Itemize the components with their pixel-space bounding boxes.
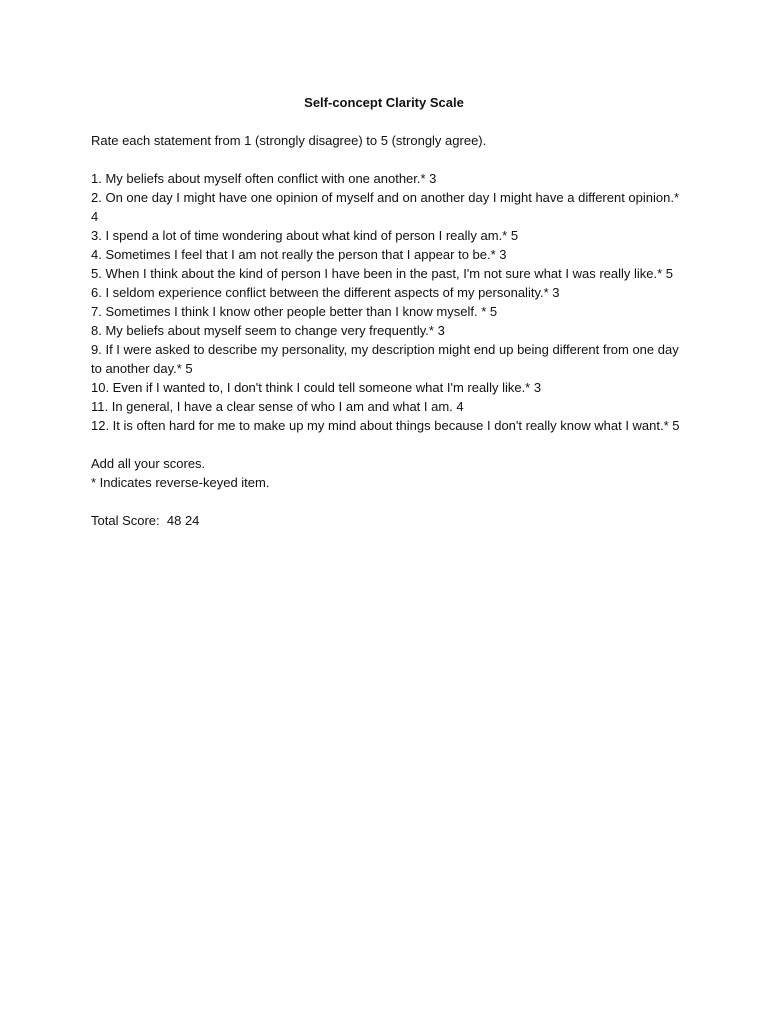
list-item: 2. On one day I might have one opinion of myself and on another day I might have a different opinion.* 4 — [91, 190, 680, 224]
list-item: 8. My beliefs about myself seem to change very frequently.* 3 — [91, 323, 445, 338]
list-item: 3. I spend a lot of time wondering about what kind of person I really am.* 5 — [91, 228, 519, 243]
list-item: 5. When I think about the kind of person I have been in the past, I'm not sure what I was really like.* 5 — [91, 266, 674, 281]
list-item: 10. Even if I wanted to, I don't think I could tell someone what I'm really like.* 3 — [91, 380, 542, 395]
list-item: 11. In general, I have a clear sense of who I am and what I am. 4 — [91, 399, 464, 414]
instructions-text: Rate each statement from 1 (strongly disagree) to 5 (strongly agree). — [91, 133, 487, 148]
spacer — [91, 492, 681, 511]
spacer — [91, 435, 681, 454]
item-list — [91, 169, 681, 435]
list-item: 12. It is often hard for me to make up my mind about things because I don't really know what I want.* 5 — [91, 418, 680, 433]
total-score: Total Score: 48 24 — [91, 513, 200, 528]
add-scores-text: Add all your scores. — [91, 456, 206, 471]
reverse-keyed-note: * Indicates reverse-keyed item. — [91, 475, 270, 490]
document-body — [91, 93, 681, 530]
spacer — [91, 150, 681, 169]
document-title: Self-concept Clarity Scale — [304, 95, 464, 110]
list-item: 7. Sometimes I think I know other people better than I know myself. * 5 — [91, 304, 498, 319]
list-item: 6. I seldom experience conflict between the different aspects of my personality.* 3 — [91, 285, 560, 300]
list-item: 9. If I were asked to describe my personality, my description might end up being different from one day to another day.* 5 — [91, 342, 679, 376]
list-item: 1. My beliefs about myself often conflict with one another.* 3 — [91, 171, 437, 186]
list-item: 4. Sometimes I feel that I am not really the person that I appear to be.* 3 — [91, 247, 507, 262]
